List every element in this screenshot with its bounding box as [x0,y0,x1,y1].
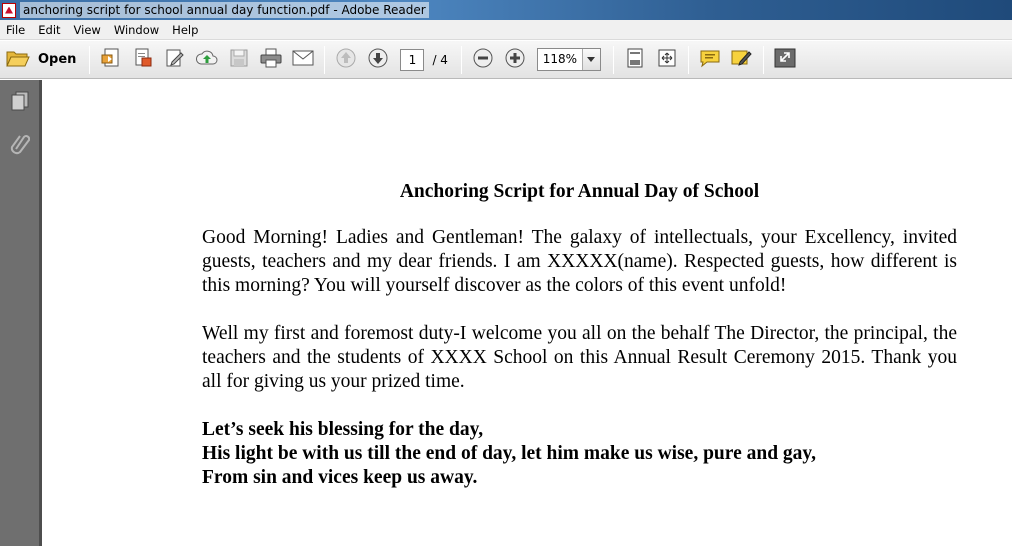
verse-line: His light be with us till the end of day, let him make us wise, pure and gay, [202,443,816,464]
pdf-file-icon [2,3,16,18]
verse-line: Let’s seek his blessing for the day, [202,419,484,440]
fit-page-button[interactable] [621,46,649,74]
pdf-page [202,180,957,490]
menu-view[interactable]: View [73,22,101,37]
previous-page-button[interactable] [332,46,360,74]
page-number-input[interactable]: 1 [400,49,424,71]
edit-document-icon [164,47,186,72]
document-title: Anchoring Script for Annual Day of School [399,181,760,202]
folder-open-icon [6,48,30,71]
arrow-up-icon [335,47,357,72]
paperclip-icon[interactable] [8,130,32,156]
envelope-icon [291,48,315,71]
convert-button[interactable] [129,46,157,74]
toolbar-separator [89,46,90,74]
toolbar-separator [763,46,764,74]
next-page-button[interactable] [364,46,392,74]
edit-button[interactable] [161,46,189,74]
pages-icon[interactable] [8,88,32,114]
window-title: anchoring script for school annual day function.pdf - Adobe Reader [20,2,429,18]
sign-pen-icon [730,47,754,72]
zoom-select[interactable] [537,48,601,71]
save-disk-icon [228,47,250,72]
zoom-out-button[interactable] [469,46,497,74]
email-button[interactable] [289,46,317,74]
full-screen-button[interactable] [771,46,799,74]
menu-bar [0,20,1012,40]
speech-bubble-icon [698,47,722,72]
verse-line: From sin and vices keep us away. [202,467,478,488]
create-pdf-icon [100,47,122,72]
upload-button[interactable] [193,46,221,74]
save-button[interactable] [225,46,253,74]
zoom-in-button[interactable] [501,46,529,74]
menu-help[interactable]: Help [172,22,199,37]
document-view[interactable] [45,80,1012,546]
title-bar [0,0,1012,20]
printer-icon [259,47,283,72]
expand-icon [773,47,797,72]
toolbar-separator [613,46,614,74]
open-button[interactable] [6,48,76,71]
menu-file[interactable]: File [6,22,26,37]
fit-width-button[interactable] [653,46,681,74]
comment-button[interactable] [696,46,724,74]
menu-edit[interactable]: Edit [38,22,61,37]
print-button[interactable] [257,46,285,74]
sign-button[interactable] [728,46,756,74]
open-label: Open [38,52,77,67]
toolbar [0,41,1012,79]
chevron-down-icon[interactable] [582,49,600,70]
paragraph-greeting: Good Morning! Ladies and Gentleman! The galaxy of intellectuals, your Excellency, invited guests, teachers and my dear friends. I am XXXXX(name). Respected guests, how different is this morning? You will yourself discover as the colors of this event unfold! [202,227,957,296]
menu-window[interactable]: Window [113,22,160,37]
create-pdf-button[interactable] [97,46,125,74]
upload-icon [195,47,219,72]
fit-page-icon [624,47,646,72]
navigation-pane [0,80,42,546]
arrow-down-icon [367,47,389,72]
plus-icon [504,47,526,72]
zoom-value: 118% [542,52,578,66]
convert-pdf-icon [132,47,154,72]
paragraph-welcome: Well my first and foremost duty-I welcome you all on the behalf The Director, the principal, the teachers and the students of XXXX School on this Annual Result Ceremony 2015. Thank you all for giving us your prized time. [202,323,957,392]
toolbar-separator [688,46,689,74]
fit-width-icon [656,47,678,72]
page-total: / 4 [432,52,448,67]
toolbar-separator [324,46,325,74]
minus-icon [472,47,494,72]
toolbar-separator [461,46,462,74]
